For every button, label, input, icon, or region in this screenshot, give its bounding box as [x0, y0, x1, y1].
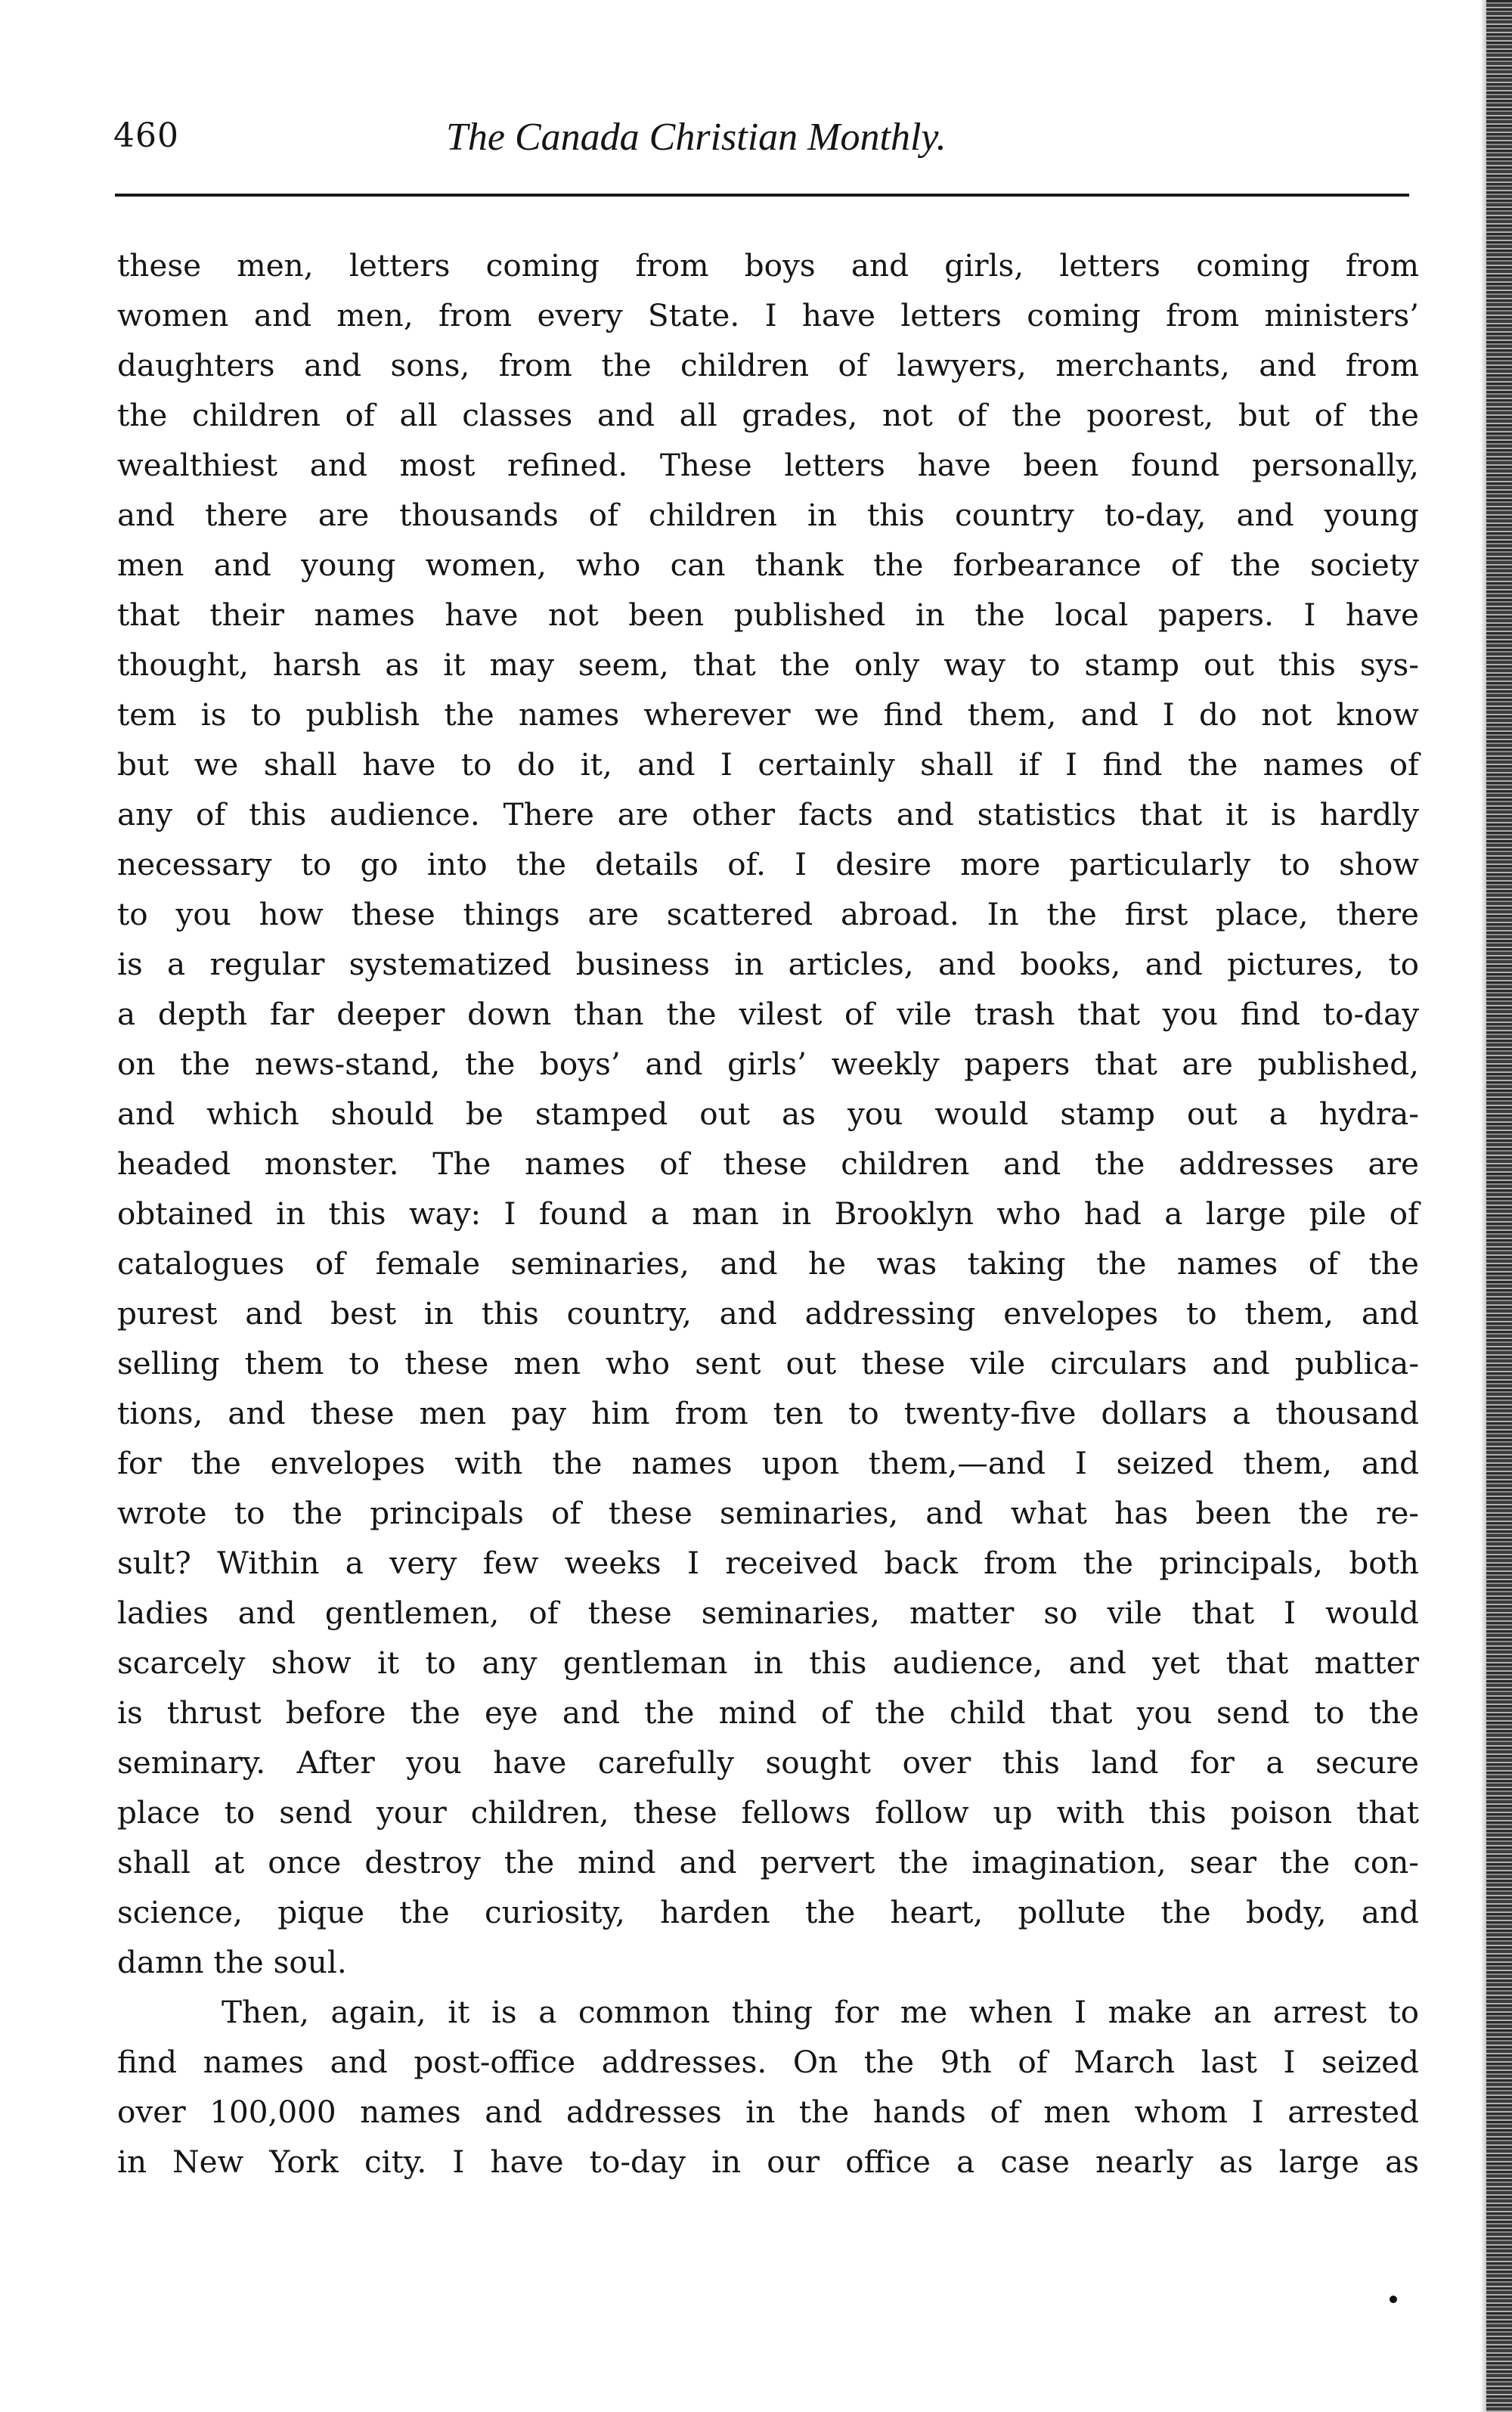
text-line: on the news-stand, the boys’ and girls’ weekly papers that are published,	[117, 1046, 1419, 1082]
body-text	[117, 240, 1419, 2187]
text-line: wrote to the principals of these seminaries, and what has been the re-	[117, 1495, 1419, 1531]
text-line: catalogues of female seminaries, and he was taking the names of the	[117, 1245, 1419, 1282]
text-line: necessary to go into the details of. I desire more particularly to show	[117, 846, 1419, 882]
text-line: is thrust before the eye and the mind of the child that you send to the	[117, 1694, 1419, 1731]
text-line: shall at once destroy the mind and pervert the imagination, sear the con-	[117, 1844, 1419, 1880]
text-line: and which should be stamped out as you would stamp out a hydra-	[117, 1096, 1419, 1132]
text-line: thought, harsh as it may seem, that the only way to stamp out this sys-	[117, 646, 1419, 683]
text-line: the children of all classes and all grades, not of the poorest, but of the	[117, 397, 1419, 433]
text-line: a depth far deeper down than the vilest of vile trash that you find to-day	[117, 996, 1419, 1032]
text-line-paragraph-end: damn the soul.	[117, 1944, 347, 1980]
printer-dot-mark	[1390, 2296, 1397, 2303]
text-line: but we shall have to do it, and I certainly shall if I find the names of	[117, 746, 1419, 783]
text-line: place to send your children, these fellows follow up with this poison that	[117, 1794, 1419, 1831]
text-line-paragraph-start: Then, again, it is a common thing for me when I make an arrest to	[222, 1994, 1419, 2030]
text-line: scarcely show it to any gentleman in this audience, and yet that matter	[117, 1645, 1419, 1681]
page-header	[113, 106, 1408, 166]
text-line: obtained in this way: I found a man in Brooklyn who had a large pile of	[117, 1195, 1419, 1232]
text-line: find names and post-office addresses. On the 9th of March last I seized	[117, 2044, 1419, 2080]
text-line: ladies and gentlemen, of these seminaries, matter so vile that I would	[117, 1595, 1419, 1631]
text-line: tions, and these men pay him from ten to twenty-five dollars a thousand	[117, 1395, 1419, 1431]
text-line: women and men, from every State. I have letters coming from ministers’	[117, 297, 1419, 333]
text-line: tem is to publish the names wherever we find them, and I do not know	[117, 696, 1419, 733]
text-line: selling them to these men who sent out these vile circulars and publica-	[117, 1345, 1419, 1381]
text-line: men and young women, who can thank the forbearance of the society	[117, 547, 1419, 583]
text-line: that their names have not been published in the local papers. I have	[117, 597, 1419, 633]
text-line: seminary. After you have carefully sought over this land for a secure	[117, 1744, 1419, 1781]
text-line: to you how these things are scattered abroad. In the first place, there	[117, 896, 1419, 932]
text-line: in New York city. I have to-day in our office a case nearly as large as	[117, 2144, 1419, 2180]
text-line: is a regular systematized business in articles, and books, and pictures, to	[117, 946, 1419, 982]
page-number: 460	[113, 116, 179, 155]
scan-edge	[1486, 0, 1512, 2412]
text-line: any of this audience. There are other facts and statistics that it is hardly	[117, 796, 1419, 832]
text-line: sult? Within a very few weeks I received back from the principals, both	[117, 1545, 1419, 1581]
running-title: The Canada Christian Monthly.	[446, 116, 947, 159]
text-line: purest and best in this country, and addressing envelopes to them, and	[117, 1295, 1419, 1332]
text-line: over 100,000 names and addresses in the hands of men whom I arrested	[117, 2094, 1419, 2130]
scan-edge-shadow	[1480, 0, 1486, 2412]
text-line: these men, letters coming from boys and girls, letters coming from	[117, 247, 1419, 284]
text-line: wealthiest and most refined. These letters have been found personally,	[117, 447, 1419, 483]
header-rule	[115, 194, 1409, 197]
text-line: and there are thousands of children in this country to-day, and young	[117, 497, 1419, 533]
text-line: for the envelopes with the names upon them,—and I seized them, and	[117, 1445, 1419, 1481]
text-line: science, pique the curiosity, harden the heart, pollute the body, and	[117, 1894, 1419, 1930]
text-line: headed monster. The names of these children and the addresses are	[117, 1146, 1419, 1182]
text-line: daughters and sons, from the children of lawyers, merchants, and from	[117, 347, 1419, 383]
